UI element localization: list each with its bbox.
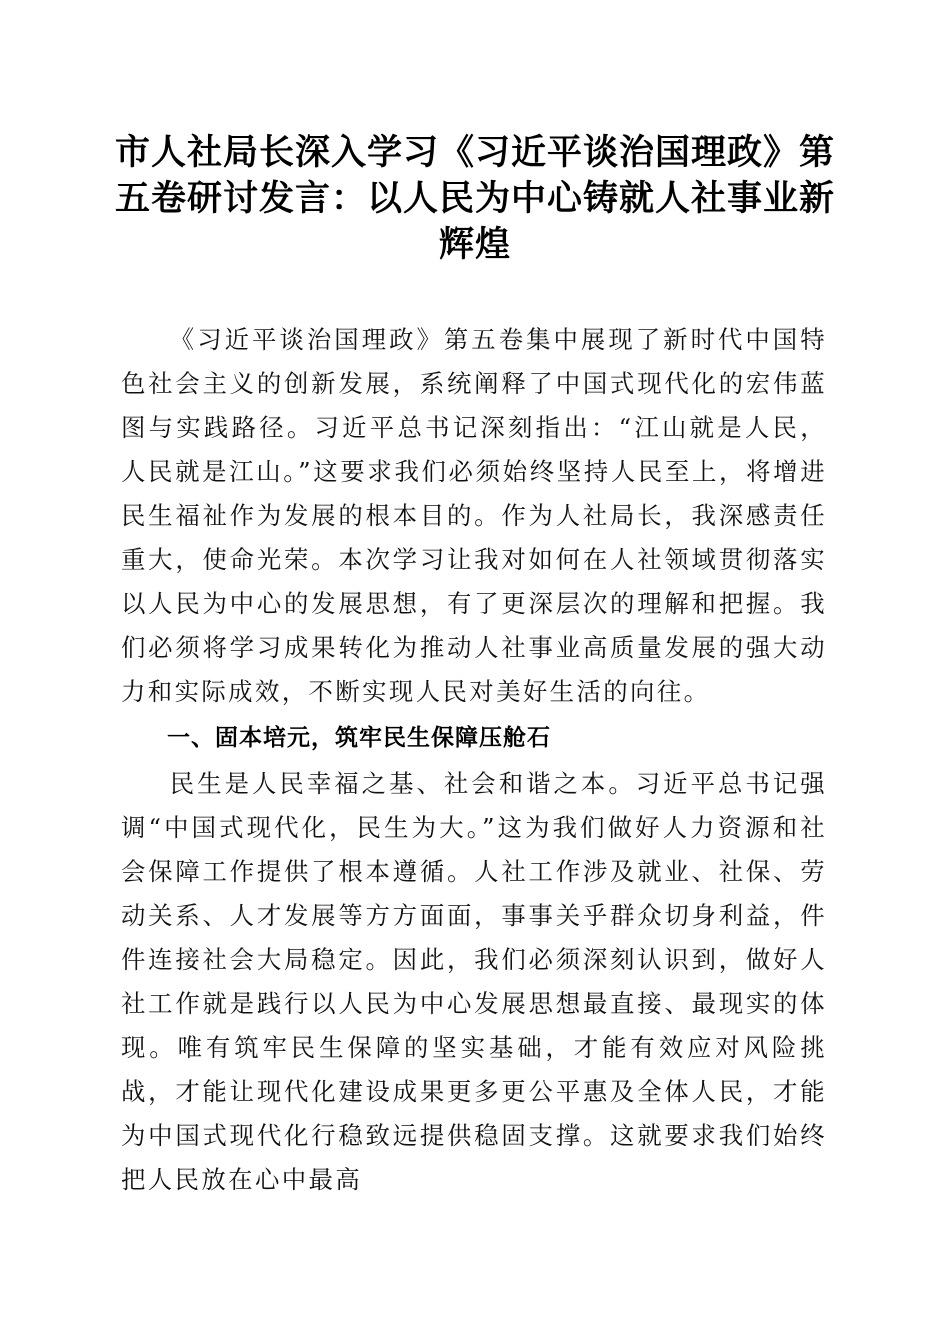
document-title: 市人社局长深入学习《习近平谈治国理政》第五卷研讨发言：以人民为中心铸就人社事业新辉煌 [114, 132, 835, 265]
section-heading: 一、固本培元，筑牢民生保障压舱石 [167, 725, 551, 751]
document-body [121, 318, 827, 1202]
section-paragraph: 民生是人民幸福之基、社会和谐之本。习近平总书记强调“中国式现代化，民生为大。”这为我们做好人力资源和社会保障工作提供了根本遵循。人社工作涉及就业、社保、劳动关系、人才发展等方方面面，事事关乎群众切身利益，件件连接社会大局稳定。因此，我们必须深刻认识到，做好人社工作就是践行以人民为中心发展思想最直接、最现实的体现。唯有筑牢民生保障的坚实基础，才能有效应对风险挑战，才能让现代化建设成果更多更公平惠及全体人民，才能为中国式现代化行稳致远提供稳固支撑。这就要求我们始终把人民放在心中最高 [121, 769, 827, 1194]
intro-paragraph: 《习近平谈治国理政》第五卷集中展现了新时代中国特色社会主义的创新发展，系统阐释了中国式现代化的宏伟蓝图与实践路径。习近平总书记深刻指出：“江山就是人民，人民就是江山。”这要求我们必须始终坚持人民至上，将增进民生福祉作为发展的根本目的。作为人社局长，我深感责任重大，使命光荣。本次学习让我对如何在人社领域贯彻落实以人民为中心的发展思想，有了更深层次的理解和把握。我们必须将学习成果转化为推动人社事业高质量发展的强大动力和实际成效，不断实现人民对美好生活的向往。 [121, 325, 827, 706]
